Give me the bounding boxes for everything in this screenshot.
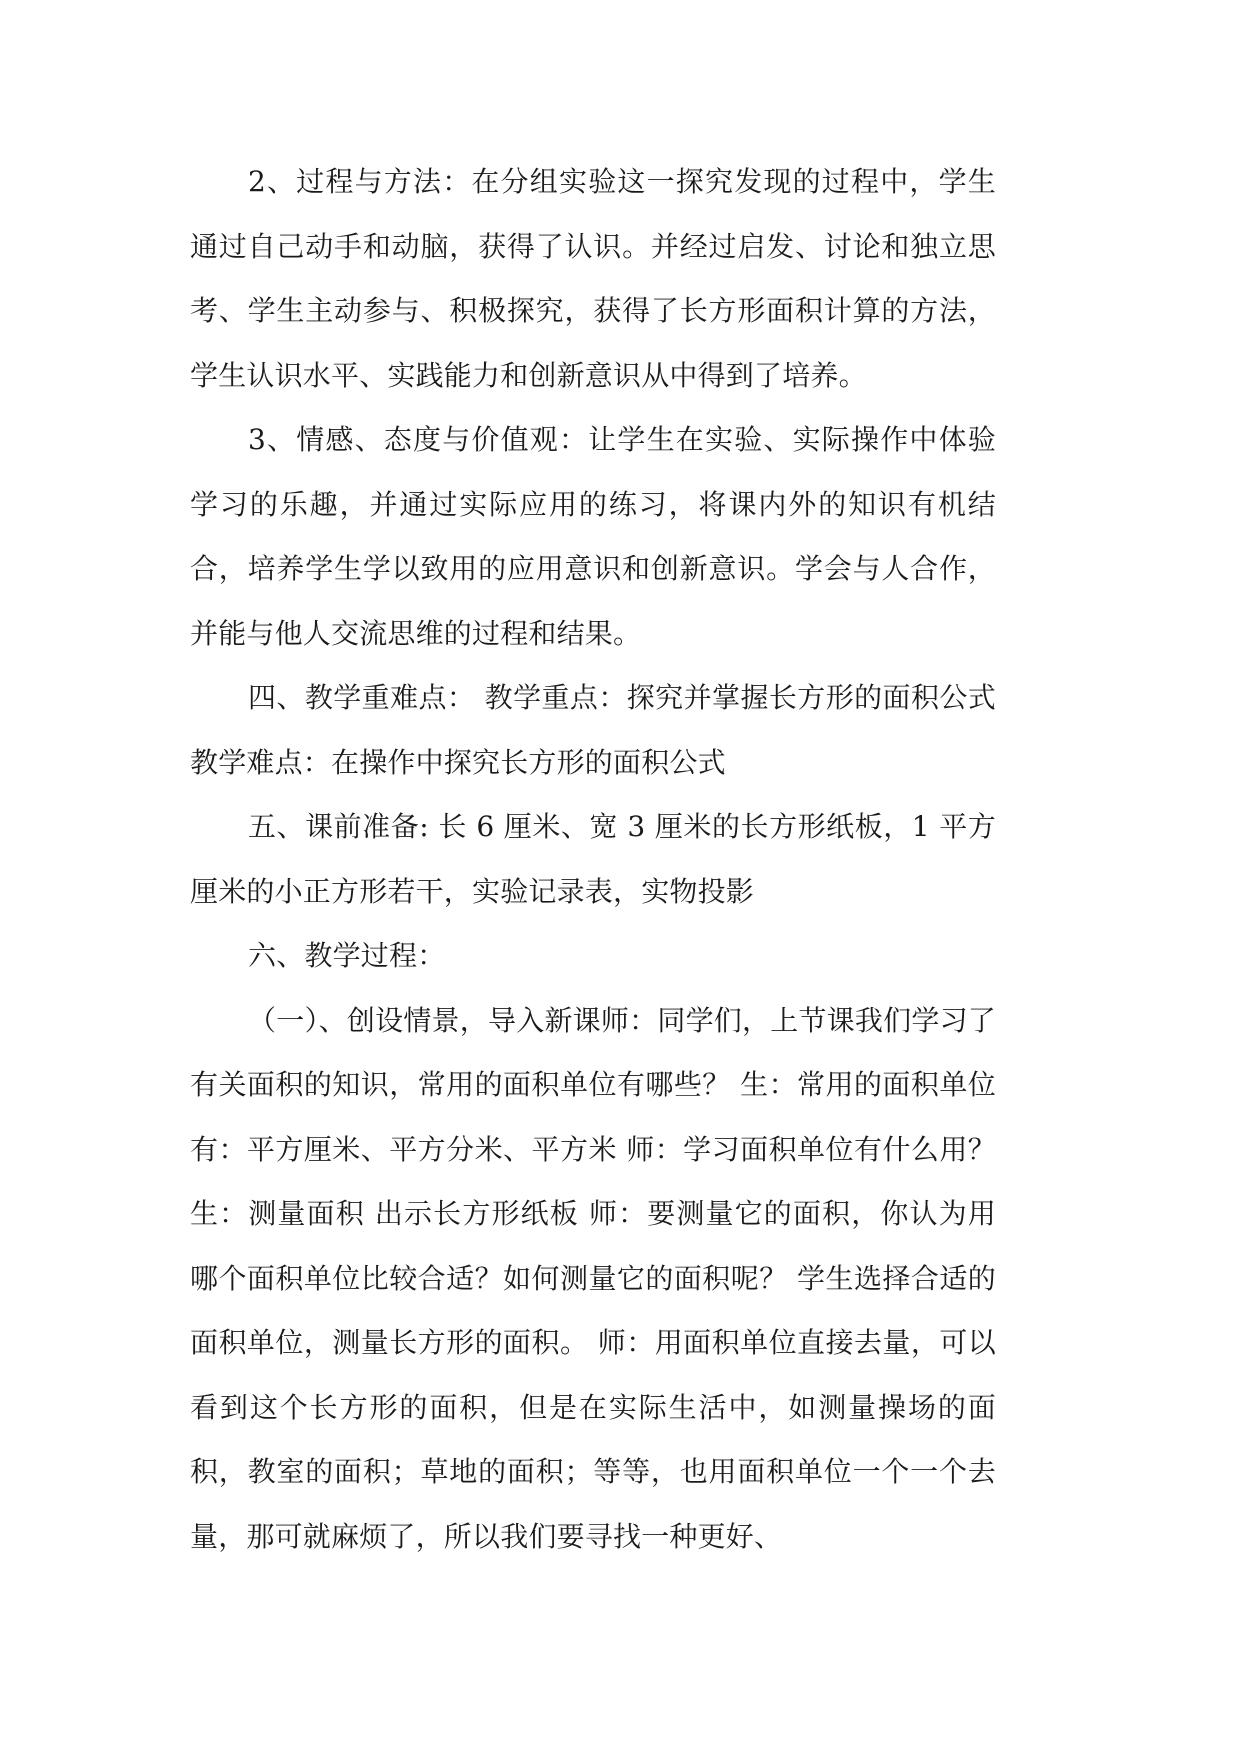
- paragraph-process-and-method: 2、过程与方法：在分组实验这一探究发现的过程中，学生通过自己动手和动脑，获得了认识。并经过启发、讨论和独立思考、学生主动参与、积极探究，获得了长方形面积计算的方法，学生认识水平、实践能力和创新意识从中得到了培养。: [190, 165, 996, 392]
- paragraph-preparation: 五、课前准备: 长 6 厘米、宽 3 厘米的长方形纸板，1 平方厘米的小正方形若干，实验记录表，实物投影: [190, 810, 996, 908]
- document-body: [190, 150, 996, 1569]
- paragraph-key-difficulties: 四、教学重难点： 教学重点：探究并掌握长方形的面积公式 教学难点：在操作中探究长方形的面积公式: [190, 681, 996, 779]
- paragraph-emotion-attitude-values: 3、情感、态度与价值观：让学生在实验、实际操作中体验学习的乐趣，并通过实际应用的练习，将课内外的知识有机结合，培养学生学以致用的应用意识和创新意识。学会与人合作，并能与他人交流思维的过程和结果。: [190, 423, 996, 650]
- paragraph-introduction-dialogue: （一）、创设情景，导入新课师：同学们，上节课我们学习了有关面积的知识，常用的面积单位有哪些？ 生：常用的面积单位有：平方厘米、平方分米、平方米 师：学习面积单位有什么用？ 生：测量面积 出示长方形纸板 师：要测量它的面积，你认为用哪个面积单位比较合适？如何测量它的面积呢？ 学生选择合适的面积单位，测量长方形的面积。 师：用面积单位直接去量，可以看到这个长方形的面积，但是在实际生活中，如测量操场的面积，教室的面积；草地的面积；等等，也用面积单位一个一个去量，那可就麻烦了，所以我们要寻找一种更好、: [190, 1003, 996, 1553]
- paragraph-teaching-process-heading: 六、教学过程：: [248, 939, 446, 972]
